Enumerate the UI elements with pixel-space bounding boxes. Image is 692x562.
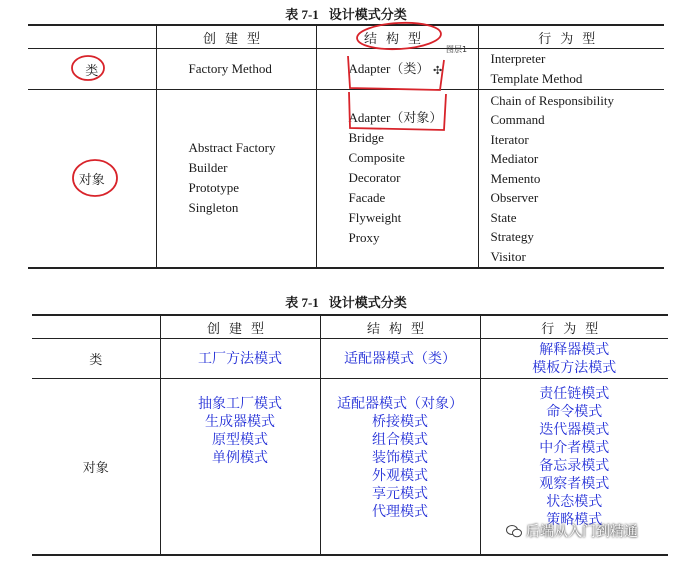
table2-row-label-class: 类 bbox=[32, 339, 160, 379]
list-item: Visitor bbox=[490, 248, 526, 264]
list-item: Mediator bbox=[490, 151, 539, 166]
list-item: Bridge bbox=[348, 130, 384, 146]
table2-caption bbox=[0, 292, 692, 311]
table1-header-empty bbox=[28, 25, 156, 49]
list-item: Template Method bbox=[490, 71, 583, 86]
table2-header-structural: 结构型 bbox=[320, 315, 480, 339]
table1 bbox=[28, 24, 664, 269]
list-item: 抽象工厂模式 bbox=[198, 396, 282, 412]
table1-class-creational bbox=[156, 49, 316, 90]
list-item: 代理模式 bbox=[372, 504, 428, 520]
list-item: Command bbox=[490, 112, 545, 127]
list-item: Prototype bbox=[188, 180, 240, 196]
list-item: 策略模式 bbox=[546, 512, 603, 528]
table1-caption-title: 设计模式分类 bbox=[328, 8, 407, 23]
watermark bbox=[506, 521, 638, 541]
table1-caption bbox=[0, 4, 692, 23]
list-item: Abstract Factory bbox=[188, 140, 276, 156]
list-item: 中介者模式 bbox=[539, 440, 610, 456]
list-item: 装饰模式 bbox=[372, 450, 428, 466]
table2-object-structural bbox=[320, 379, 480, 555]
table1-object-structural bbox=[316, 90, 478, 268]
list-item: 适配器模式（类） bbox=[344, 350, 456, 367]
table1-class-behavioral bbox=[478, 49, 664, 90]
list-item: Strategy bbox=[490, 229, 534, 244]
list-item: 享元模式 bbox=[372, 486, 428, 502]
list-item: 解释器模式 bbox=[539, 341, 610, 358]
list-item: Facade bbox=[348, 190, 386, 206]
list-item: 观察者模式 bbox=[539, 476, 610, 492]
list-item: Singleton bbox=[188, 200, 239, 216]
list-item: Builder bbox=[188, 160, 228, 176]
wechat-icon bbox=[506, 524, 522, 538]
move-cursor-icon: ✣ bbox=[433, 64, 443, 77]
list-item: Memento bbox=[490, 170, 541, 186]
list-item: 生成器模式 bbox=[205, 414, 275, 430]
table1-object-behavioral bbox=[478, 90, 664, 268]
list-item: Decorator bbox=[348, 170, 401, 186]
list-item: 备忘录模式 bbox=[539, 458, 610, 474]
list-item: Iterator bbox=[490, 131, 529, 147]
list-item: 适配器模式（对象） bbox=[337, 396, 463, 412]
list-item: Flyweight bbox=[348, 210, 402, 226]
list-item: 责任链模式 bbox=[539, 386, 610, 402]
list-item: Proxy bbox=[348, 230, 380, 246]
list-item: State bbox=[490, 209, 517, 225]
table1-row-label-class: 类 bbox=[28, 49, 156, 90]
table2-header-empty bbox=[32, 315, 160, 339]
layer-tag: 图层1 bbox=[446, 45, 468, 54]
list-item: Observer bbox=[490, 190, 539, 205]
list-item: 单例模式 bbox=[212, 450, 268, 466]
table2-class-creational bbox=[160, 339, 320, 379]
table1-header-creational: 创建型 bbox=[156, 25, 316, 49]
table1-header-behavioral: 行为型 bbox=[478, 25, 664, 49]
list-item: 原型模式 bbox=[212, 432, 268, 448]
list-item: Interpreter bbox=[490, 51, 546, 66]
table2 bbox=[32, 314, 668, 556]
table1-object-creational bbox=[156, 90, 316, 268]
table2-row-label-object: 对象 bbox=[32, 379, 160, 555]
table2-caption-title: 设计模式分类 bbox=[328, 296, 407, 311]
list-item: 迭代器模式 bbox=[539, 422, 610, 438]
list-item: Adapter（对象） bbox=[348, 110, 443, 126]
list-item: Chain of Responsibility bbox=[490, 92, 614, 108]
list-item: 命令模式 bbox=[546, 404, 603, 420]
list-item: 工厂方法模式 bbox=[198, 350, 282, 367]
list-item: 状态模式 bbox=[546, 494, 603, 510]
table1-row-label-object: 对象 bbox=[28, 90, 156, 268]
list-item: 桥接模式 bbox=[372, 414, 428, 430]
list-item: Factory Method bbox=[188, 61, 272, 76]
table2-header-behavioral: 行为型 bbox=[480, 315, 668, 339]
watermark-text: 后端从入门到精通 bbox=[526, 524, 638, 540]
table2-object-creational bbox=[160, 379, 320, 555]
table2-header-creational: 创建型 bbox=[160, 315, 320, 339]
table1-caption-number: 表 7-1 bbox=[285, 7, 319, 22]
table2-class-behavioral bbox=[480, 339, 668, 379]
table2-caption-number: 表 7-1 bbox=[285, 295, 319, 310]
list-item: Composite bbox=[348, 150, 405, 166]
list-item: 外观模式 bbox=[372, 468, 428, 484]
list-item: Adapter（类） bbox=[348, 61, 430, 76]
list-item: 组合模式 bbox=[372, 432, 428, 448]
list-item: 模板方法模式 bbox=[532, 359, 617, 376]
table1-header-structural: 结构型 bbox=[316, 25, 478, 49]
table2-class-structural bbox=[320, 339, 480, 379]
